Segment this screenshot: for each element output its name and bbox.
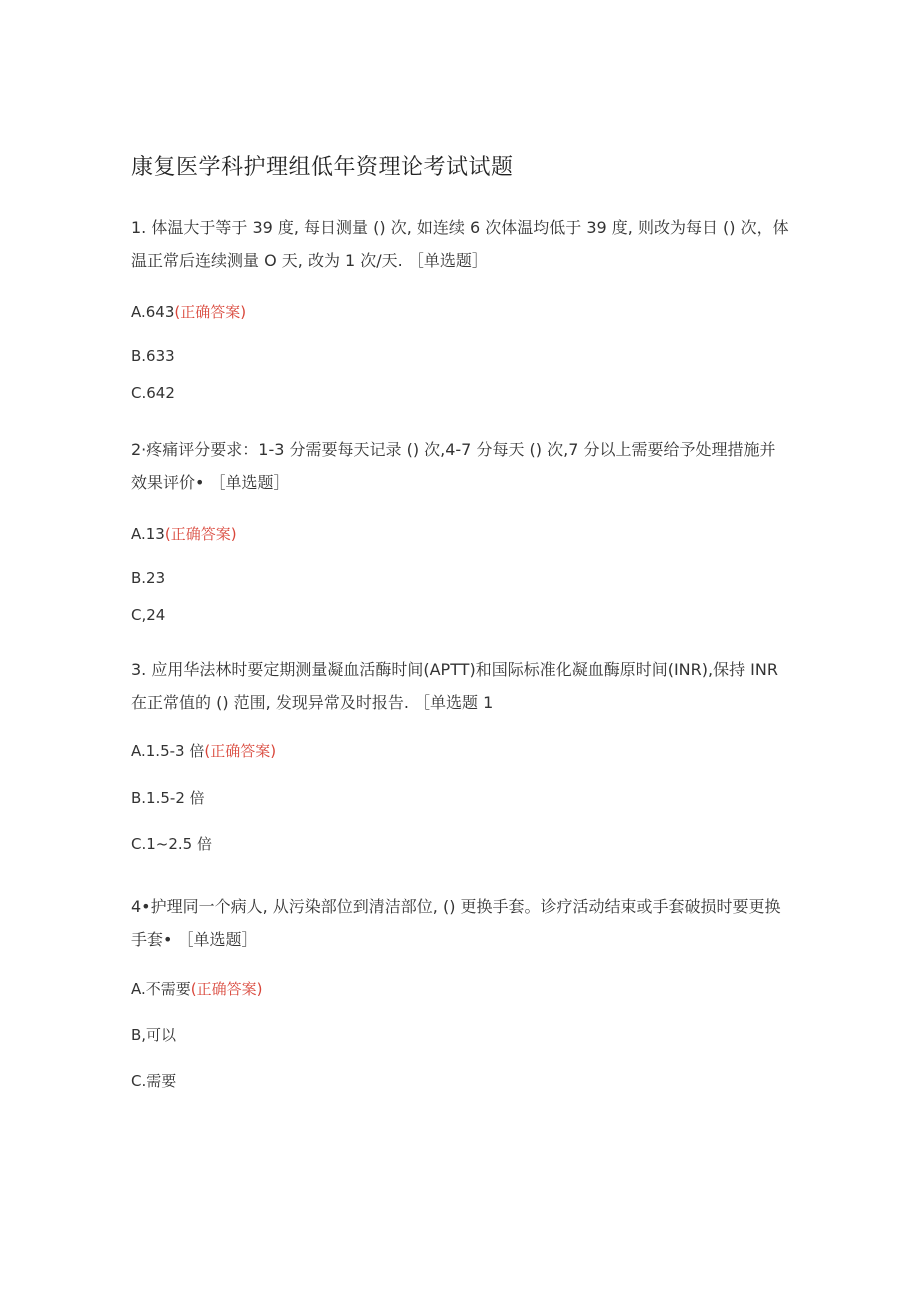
option-label: B.633 bbox=[131, 347, 175, 365]
question-2-option-c bbox=[131, 605, 165, 625]
correct-answer-mark: (正确答案) bbox=[190, 980, 263, 998]
option-label: B,可以 bbox=[131, 1026, 177, 1044]
question-1-text: 1. 体温大于等于 39 度, 每日测量 () 次, 如连续 6 次体温均低于 39 度, 则改为每日 () 次，体温正常后连续测量 O 天, 改为 1 次/天. ［单选题］ bbox=[131, 218, 789, 270]
question-3-text: 3. 应用华法林时要定期测量凝血活酶时间(APTT)和国际标准化凝血酶原时间(INR),保持 INR 在正常值的 () 范围, 发现异常及时报告. ［单选题 1 bbox=[131, 660, 778, 712]
question-2-option-b bbox=[131, 568, 165, 588]
option-label: B.23 bbox=[131, 569, 166, 587]
option-label: C.需要 bbox=[131, 1072, 177, 1090]
correct-answer-mark: (正确答案) bbox=[174, 303, 247, 321]
question-3-option-b bbox=[131, 788, 205, 808]
option-label: A.不需要 bbox=[131, 980, 191, 998]
option-label: A.643 bbox=[131, 303, 175, 321]
question-1-option-c bbox=[131, 383, 175, 403]
question-4-option-a bbox=[131, 979, 263, 999]
question-2-option-a bbox=[131, 524, 237, 544]
document-title: 康复医学科护理组低年资理论考试试题 bbox=[131, 155, 514, 180]
option-label: B.1.5-2 倍 bbox=[131, 789, 205, 807]
question-4-option-b bbox=[131, 1025, 176, 1045]
question-1-option-a bbox=[131, 302, 246, 322]
question-4-text: 4•护理同一个病人, 从污染部位到清洁部位, () 更换手套。诊疗活动结束或手套破损时要更换手套• ［单选题］ bbox=[131, 897, 781, 949]
option-label: C.642 bbox=[131, 384, 175, 402]
correct-answer-mark: (正确答案) bbox=[164, 525, 237, 543]
option-label: A.13 bbox=[131, 525, 165, 543]
question-2-text: 2·疼痛评分要求：1-3 分需要每天记录 () 次,4-7 分每天 () 次,7 分以上需要给予处理措施并效果评价• ［单选题］ bbox=[131, 440, 776, 492]
option-label: A.1.5-3 倍 bbox=[131, 742, 205, 760]
question-4-option-c bbox=[131, 1071, 176, 1091]
correct-answer-mark: (正确答案) bbox=[204, 742, 277, 760]
option-label: C.1~2.5 倍 bbox=[131, 835, 212, 853]
question-3-option-a bbox=[131, 741, 276, 761]
question-1-option-b bbox=[131, 346, 175, 366]
option-label: C,24 bbox=[131, 606, 166, 624]
question-3-option-c bbox=[131, 834, 212, 854]
